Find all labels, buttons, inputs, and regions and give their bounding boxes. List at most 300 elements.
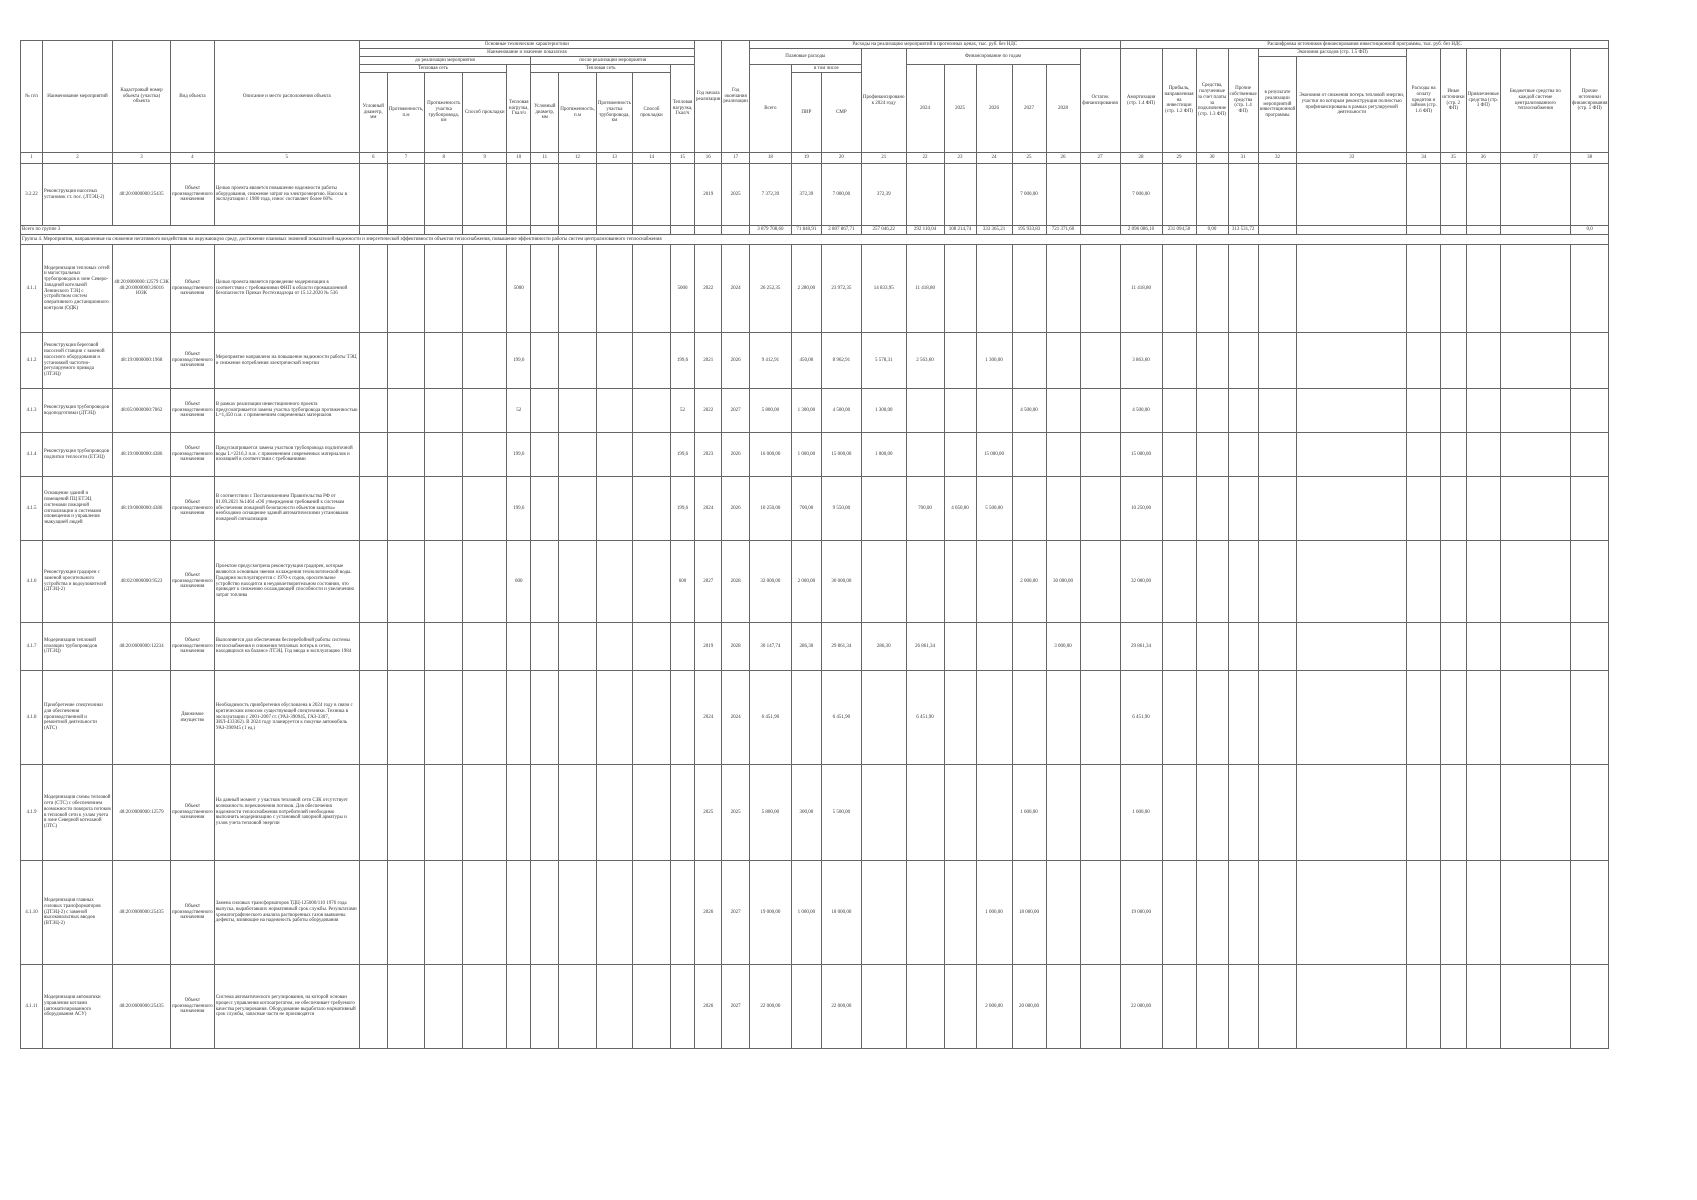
row-year-start: 2026 <box>694 965 721 1049</box>
hdr-length-after: Протяженность, п.м <box>559 73 596 153</box>
row-load-before <box>507 861 531 965</box>
row-load-after <box>670 623 694 671</box>
empty-cell <box>387 541 424 623</box>
table-row <box>21 333 1609 389</box>
empty-cell <box>1196 245 1228 333</box>
total-other-own: 313 531,72 <box>1228 226 1258 235</box>
empty-cell <box>1196 433 1228 477</box>
empty-cell <box>1080 861 1120 965</box>
empty-cell <box>596 861 632 965</box>
column-number: 29 <box>1162 153 1196 164</box>
hdr-smr: СМР <box>821 73 861 153</box>
row-load-after <box>670 965 694 1049</box>
empty-cell <box>1258 245 1297 333</box>
total-funded: 257 046,22 <box>861 226 906 235</box>
column-number: 24 <box>976 153 1012 164</box>
empty-cell <box>387 389 424 433</box>
row-y2026: 1 300,00 <box>976 333 1012 389</box>
row-name: Модернизация схемы тепловой сети (СТС) с обеспечением возможности поворота потоков в тепловой сети к узлам учета в зоне Северной котельной (ЛТС) <box>43 765 113 861</box>
row-smr: 29 861,34 <box>821 623 861 671</box>
empty-cell <box>1162 245 1196 333</box>
hdr-other: Прочие источники финансирования (стр. 5 ФП) <box>1570 49 1609 153</box>
hdr-expenses: Расходы на реализацию мероприятий в прогнозных ценах, тыс. руб. без НДС <box>749 41 1120 49</box>
row-type: Объект производственного назначения <box>171 477 215 541</box>
empty-cell <box>1441 541 1466 623</box>
row-cadastre: 48:20:0000000:25435 <box>113 164 171 226</box>
row-load-before: 199,6 <box>507 333 531 389</box>
empty-cell <box>531 541 559 623</box>
row-pir: 1 300,00 <box>791 389 821 433</box>
row-load-after: 199,6 <box>670 433 694 477</box>
empty-cell <box>387 965 424 1049</box>
row-year-start: 2022 <box>694 389 721 433</box>
row-year-end: 2028 <box>722 541 749 623</box>
total-sum: 3 879 708,60 <box>749 226 791 235</box>
empty-cell <box>1441 477 1466 541</box>
empty-cell <box>1500 333 1570 389</box>
hdr-laying-before: Способ прокладки <box>463 73 507 153</box>
column-number: 28 <box>1120 153 1162 164</box>
empty-cell <box>1500 861 1570 965</box>
row-total: 22 000,00 <box>749 965 791 1049</box>
empty-cell <box>387 477 424 541</box>
empty-cell <box>1297 389 1407 433</box>
row-name: Приобретение спецтехники для обеспечения производственной и ремонтной деятельности (АТС) <box>43 671 113 765</box>
row-smr: 6 451,90 <box>821 671 861 765</box>
empty-cell <box>425 965 463 1049</box>
empty-cell <box>1196 477 1228 541</box>
row-load-after: 5000 <box>670 245 694 333</box>
empty-cell <box>463 765 507 861</box>
empty-cell <box>1297 965 1407 1049</box>
table-row <box>21 389 1609 433</box>
empty-cell <box>359 333 387 389</box>
empty-cell <box>1466 671 1500 765</box>
row-amort: 19 000,00 <box>1120 861 1162 965</box>
row-y2027: 20 000,00 <box>1012 965 1046 1049</box>
row-pir <box>791 965 821 1049</box>
empty-cell <box>1441 965 1466 1049</box>
empty-cell <box>1407 765 1441 861</box>
row-smr: 18 000,00 <box>821 861 861 965</box>
empty-cell <box>1441 245 1466 333</box>
column-number: 35 <box>1441 153 1466 164</box>
empty-cell <box>1570 433 1609 477</box>
group-title: Группа 4. Мероприятия, направленные на снижение негативного воздействия на окружающую среду, достижение плановых значений показателей надежности и энергетической эффективности объектов теплоснабжения, повышение эффективности работы систем централизованного теплоснабжения <box>21 235 1609 245</box>
empty-cell <box>1162 765 1196 861</box>
hdr-funded: Профинансировано к 2024 году <box>861 49 906 153</box>
row-type: Движимое имущество <box>171 671 215 765</box>
empty-cell <box>1162 861 1196 965</box>
row-load-after <box>670 861 694 965</box>
row-type: Объект производственного назначения <box>171 245 215 333</box>
empty-cell <box>1297 671 1407 765</box>
empty-cell <box>425 433 463 477</box>
row-y2024 <box>906 765 944 861</box>
empty-cell <box>1441 433 1466 477</box>
investment-table <box>20 40 1609 1049</box>
empty-cell <box>387 671 424 765</box>
row-total: 30 147,74 <box>749 623 791 671</box>
empty-cell <box>1441 389 1466 433</box>
empty-cell <box>531 623 559 671</box>
empty-cell <box>1080 623 1120 671</box>
row-y2025 <box>944 765 976 861</box>
empty-cell <box>359 965 387 1049</box>
column-number: 27 <box>1080 153 1120 164</box>
row-funded: 1 000,00 <box>861 433 906 477</box>
row-smr: 4 500,00 <box>821 389 861 433</box>
row-name: Модернизация автоматики управления котлами (автоматизированного оборудования АСУ) <box>43 965 113 1049</box>
empty-cell <box>1228 245 1258 333</box>
row-y2026 <box>976 623 1012 671</box>
hdr-length-km-before: Протяженность участка трубопровода, км <box>425 73 463 153</box>
empty-cell <box>531 333 559 389</box>
row-smr: 30 000,00 <box>821 541 861 623</box>
empty-cell <box>1162 477 1196 541</box>
row-type: Объект производственного назначения <box>171 623 215 671</box>
empty-cell <box>359 671 387 765</box>
row-pir: 1 000,00 <box>791 433 821 477</box>
empty-cell <box>559 333 596 389</box>
empty-cell <box>425 477 463 541</box>
hdr-econ: Экономия расходов (стр. 1.5 ФП) <box>1258 49 1407 57</box>
empty-cell <box>596 477 632 541</box>
table-row <box>21 433 1609 477</box>
empty-cell <box>531 765 559 861</box>
empty-cell <box>531 965 559 1049</box>
row-smr: 7 000,00 <box>821 164 861 226</box>
row-type: Объект производственного назначения <box>171 541 215 623</box>
document-page <box>20 40 1609 1049</box>
hdr-plan-exp: Плановые расходы <box>749 49 861 65</box>
row-y2028 <box>1046 389 1080 433</box>
empty-cell <box>1500 671 1570 765</box>
column-number: 16 <box>694 153 721 164</box>
row-amort: 3 863,60 <box>1120 333 1162 389</box>
empty-cell <box>387 765 424 861</box>
row-funded <box>861 477 906 541</box>
row-y2027 <box>1012 333 1046 389</box>
row-y2026: 15 000,00 <box>976 433 1012 477</box>
row-y2027: 2 000,00 <box>1012 541 1046 623</box>
row-y2027: 1 600,00 <box>1012 765 1046 861</box>
row-desc: Целью проекта является повышение надежности работы оборудования, снижение затрат на электроэнергию. Насосы в эксплуатации с 1980 года, износ составляет более 60%. <box>214 164 359 226</box>
row-name: Модернизация тепловых сетей и магистральных трубопроводов в зоне Северо-Западной котельной Ленинского ТЭЦ с устройством систем оперативного дистанционного контроля (ОДК) <box>43 245 113 333</box>
hdr-year-start: Год начала реализации <box>694 41 721 153</box>
row-year-start: 2024 <box>694 671 721 765</box>
row-load-after <box>670 671 694 765</box>
empty-cell <box>1080 965 1120 1049</box>
hdr-desc: Описание и место расположения объекта <box>214 41 359 153</box>
row-type: Объект производственного назначения <box>171 861 215 965</box>
empty-cell <box>559 965 596 1049</box>
empty-cell <box>1500 965 1570 1049</box>
row-y2026 <box>976 541 1012 623</box>
row-smr: 9 550,00 <box>821 477 861 541</box>
row-y2028 <box>1046 861 1080 965</box>
empty-cell <box>531 245 559 333</box>
row-desc: Необходимость приобретения обусловлена в 2024 году в связи с критическим износом существующей спецтехники. Техника в эксплуатации с 2001-2007 гг. (УАЗ-390945, ГАЗ-3307, ЗИЛ-433362). В 2024 году планируется к покупке автомобиль УАЗ-390945 (1 ед.) <box>214 671 359 765</box>
hdr-rest: Остаток финансирования <box>1080 49 1120 153</box>
row-type: Объект производственного назначения <box>171 433 215 477</box>
row-year-start: 2022 <box>694 245 721 333</box>
empty-cell <box>632 477 670 541</box>
column-number: 26 <box>1046 153 1080 164</box>
empty-cell <box>1500 433 1570 477</box>
row-year-end: 2026 <box>722 477 749 541</box>
row-year-end: 2026 <box>722 333 749 389</box>
row-load-before: 52 <box>507 389 531 433</box>
row-load-after: 52 <box>670 389 694 433</box>
column-number: 37 <box>1500 153 1570 164</box>
empty-cell <box>1228 333 1258 389</box>
row-y2024 <box>906 861 944 965</box>
column-number: 23 <box>944 153 976 164</box>
row-y2025 <box>944 965 976 1049</box>
row-funded <box>861 861 906 965</box>
hdr-y2026: 2026 <box>976 65 1012 153</box>
column-number: 6 <box>359 153 387 164</box>
empty-cell <box>531 389 559 433</box>
hdr-own-funds: Средства, полученные за счет платы за подключение (стр. 1.3 ФП) <box>1196 49 1228 153</box>
hdr-laying-after: Способ прокладки <box>632 73 670 153</box>
empty-cell <box>596 671 632 765</box>
table-row <box>21 671 1609 765</box>
empty-cell <box>1297 861 1407 965</box>
hdr-heat-net-before: Тепловая сеть <box>359 65 506 73</box>
empty-cell <box>1297 245 1407 333</box>
empty-cell <box>1258 965 1297 1049</box>
column-number: 10 <box>507 153 531 164</box>
empty-cell <box>359 433 387 477</box>
empty-cell <box>1228 433 1258 477</box>
total-y2024: 292 110,04 <box>906 226 944 235</box>
total-profit: 231 094,50 <box>1162 226 1196 235</box>
row-pir: 2 000,00 <box>791 541 821 623</box>
row-year-end: 2024 <box>722 245 749 333</box>
row-desc: Мероприятие направлено на повышение надежности работы ТЭЦ и снижение потребления электрической энергии <box>214 333 359 389</box>
empty-cell <box>1500 623 1570 671</box>
empty-cell <box>1466 433 1500 477</box>
empty-cell <box>632 245 670 333</box>
empty-cell <box>1162 389 1196 433</box>
row-amort: 1 600,00 <box>1120 765 1162 861</box>
hdr-heat-net-after: Тепловая сеть <box>531 65 671 73</box>
row-y2028 <box>1046 245 1080 333</box>
hdr-profit: Прибыль, направленная на инвестиции (стр. 1.2 ФП) <box>1162 49 1196 153</box>
empty-cell <box>463 333 507 389</box>
empty-cell <box>1228 965 1258 1049</box>
row-year-end: 2025 <box>722 164 749 226</box>
row-pir: 372,39 <box>791 164 821 226</box>
row-cadastre: 48:20:0000000:12579 <box>113 765 171 861</box>
empty-cell <box>1407 433 1441 477</box>
row-cadastre: 48:02:0000000:9523 <box>113 541 171 623</box>
hdr-y2028: 2028 <box>1046 65 1080 153</box>
column-number: 11 <box>531 153 559 164</box>
empty-cell <box>1441 623 1466 671</box>
empty-cell <box>1196 541 1228 623</box>
row-load-before <box>507 765 531 861</box>
row-cadastre: 48:19:0000000:1968 <box>113 333 171 389</box>
row-y2027 <box>1012 245 1046 333</box>
column-number: 34 <box>1407 153 1441 164</box>
row-y2025 <box>944 333 976 389</box>
empty-cell <box>596 623 632 671</box>
empty-cell <box>425 333 463 389</box>
empty-cell <box>596 765 632 861</box>
empty-cell <box>1570 477 1609 541</box>
hdr-y2027: 2027 <box>1012 65 1046 153</box>
row-num: 4.1.9 <box>21 765 43 861</box>
empty-cell <box>632 433 670 477</box>
empty-cell <box>425 541 463 623</box>
row-y2025 <box>944 671 976 765</box>
row-pir: 450,00 <box>791 333 821 389</box>
row-y2025 <box>944 861 976 965</box>
row-type: Объект производственного назначения <box>171 164 215 226</box>
empty-cell <box>632 541 670 623</box>
hdr-fin-by-year: Финансирование по годам <box>906 49 1080 65</box>
empty-cell <box>1466 541 1500 623</box>
hdr-budget2: Привлеченные средства (стр. 3 ФП) <box>1466 49 1500 153</box>
hdr-num: № п/п <box>21 41 43 153</box>
empty-cell <box>1407 333 1441 389</box>
hdr-tech-name: Наименование и значение показателя <box>359 49 694 57</box>
row-year-start: 2026 <box>694 861 721 965</box>
hdr-load-before: Тепловая нагрузка, Гкал/ч <box>507 65 531 153</box>
empty-cell <box>1228 541 1258 623</box>
row-total: 16 000,00 <box>749 433 791 477</box>
row-type: Объект производственного назначения <box>171 965 215 1049</box>
column-number: 14 <box>632 153 670 164</box>
column-number-row <box>21 153 1609 164</box>
total-y2028: 721 371,60 <box>1046 226 1080 235</box>
row-load-before: 199,6 <box>507 477 531 541</box>
row-load-before <box>507 623 531 671</box>
row-y2026: 5 500,00 <box>976 477 1012 541</box>
row-load-before: 600 <box>507 541 531 623</box>
row-y2027: 18 000,00 <box>1012 861 1046 965</box>
row-desc: В рамках реализации инвестиционного проекта предусматривается замена участка трубопровода протяженностью L=1,450 п.м. с применением современных материалов <box>214 389 359 433</box>
column-number: 36 <box>1466 153 1500 164</box>
row-smr: 8 962,91 <box>821 333 861 389</box>
hdr-budget: Иные источники (стр. 2 ФП) <box>1441 49 1466 153</box>
empty-cell <box>1570 541 1609 623</box>
row-type: Объект производственного назначения <box>171 333 215 389</box>
row-cadastre <box>113 671 171 765</box>
hdr-incl: в том числе <box>791 65 861 73</box>
hdr-pir: ПИР <box>791 73 821 153</box>
row-amort: 7 000,00 <box>1120 164 1162 226</box>
empty-cell <box>1441 671 1466 765</box>
row-y2024 <box>906 389 944 433</box>
row-funded <box>861 765 906 861</box>
row-amort: 4 500,00 <box>1120 389 1162 433</box>
row-year-start: 2027 <box>694 541 721 623</box>
row-num: 4.1.3 <box>21 389 43 433</box>
empty-cell <box>1570 389 1609 433</box>
row-pir: 286,30 <box>791 623 821 671</box>
hdr-cadastre: Кадастровый номер объекта (участка) объекта <box>113 41 171 153</box>
row-type: Объект производственного назначения <box>171 765 215 861</box>
row-y2025: 4 050,00 <box>944 477 976 541</box>
column-number: 30 <box>1196 153 1228 164</box>
empty-cell <box>1080 433 1120 477</box>
empty-cell <box>632 389 670 433</box>
row-load-after <box>670 765 694 861</box>
empty-cell <box>1162 333 1196 389</box>
empty-cell <box>1407 861 1441 965</box>
empty-cell <box>1570 671 1609 765</box>
empty-cell <box>1196 623 1228 671</box>
row-name: Оснащение зданий и помещений ПЦ ЕТЭЦ системами пожарной сигнализации и системами оповещения и управления эвакуацией людей <box>43 477 113 541</box>
empty-cell <box>425 861 463 965</box>
hdr-year-end: Год окончания реализации <box>722 41 749 153</box>
row-funded: 14 833,95 <box>861 245 906 333</box>
row-num: 4.1.2 <box>21 333 43 389</box>
empty-cell <box>1162 623 1196 671</box>
empty-cell <box>1297 477 1407 541</box>
row-y2026 <box>976 671 1012 765</box>
empty-cell <box>425 765 463 861</box>
hdr-other-own: Прочие собственные средства (стр. 1.4 ФП) <box>1228 49 1258 153</box>
row-desc: Проектом предусмотрена реконструкция градирен, которые являются основным звеном охлаждения технологической воды. Градирня эксплуатируется с 1970-х годов, оросительное устройство находится в неудовлетворительном состоянии, что приводит к снижению охлаждающей способности и увеличению затрат топлива <box>214 541 359 623</box>
column-number: 32 <box>1258 153 1297 164</box>
hdr-type: Вид объекта <box>171 41 215 153</box>
row-total: 32 000,00 <box>749 541 791 623</box>
empty-cell <box>1466 861 1500 965</box>
row-y2028 <box>1046 477 1080 541</box>
table-row <box>21 765 1609 861</box>
empty-cell <box>1196 765 1228 861</box>
hdr-credit: Бюджетные средства по каждой системе централизованного теплоснабжения <box>1500 49 1570 153</box>
row-y2026 <box>976 765 1012 861</box>
row-year-end: 2024 <box>722 671 749 765</box>
total-smr: 2 807 867,71 <box>821 226 861 235</box>
empty-cell <box>1228 389 1258 433</box>
row-load-after: 600 <box>670 541 694 623</box>
row-load-before <box>507 965 531 1049</box>
row-desc: Предусматривается замена участков трубопровода подпиточной воды L=2216,3 п.м. с применением современных материалов и изоляцией в соответствии с требованиями <box>214 433 359 477</box>
row-funded: 5 578,31 <box>861 333 906 389</box>
row-year-start: 2021 <box>694 333 721 389</box>
row-num: 3.2.22 <box>21 164 43 226</box>
row-load-before: 199,6 <box>507 433 531 477</box>
group-row <box>21 235 1609 245</box>
empty-cell <box>1466 623 1500 671</box>
empty-cell <box>632 861 670 965</box>
row-desc: На данный момент у участков тепловой сети СЗК отсутствует возможность переключения потоков. Для обеспечения надежности теплоснабжения потребителей необходимо выполнить модернизацию с установкой запорной арматуры и узлов учета тепловой энергии <box>214 765 359 861</box>
empty-cell <box>1407 541 1441 623</box>
empty-cell <box>1407 389 1441 433</box>
empty-cell <box>387 245 424 333</box>
empty-cell <box>1500 389 1570 433</box>
column-number: 22 <box>906 153 944 164</box>
row-type: Объект производственного назначения <box>171 389 215 433</box>
total-row <box>21 226 1609 235</box>
row-y2024 <box>906 965 944 1049</box>
row-y2027 <box>1012 433 1046 477</box>
row-total: 5 800,00 <box>749 389 791 433</box>
row-cadastre: 48:19:0000000:4386 <box>113 433 171 477</box>
row-pir <box>791 671 821 765</box>
row-year-end: 2025 <box>722 765 749 861</box>
row-smr: 22 000,00 <box>821 965 861 1049</box>
empty-cell <box>1162 433 1196 477</box>
row-year-end: 2027 <box>722 965 749 1049</box>
